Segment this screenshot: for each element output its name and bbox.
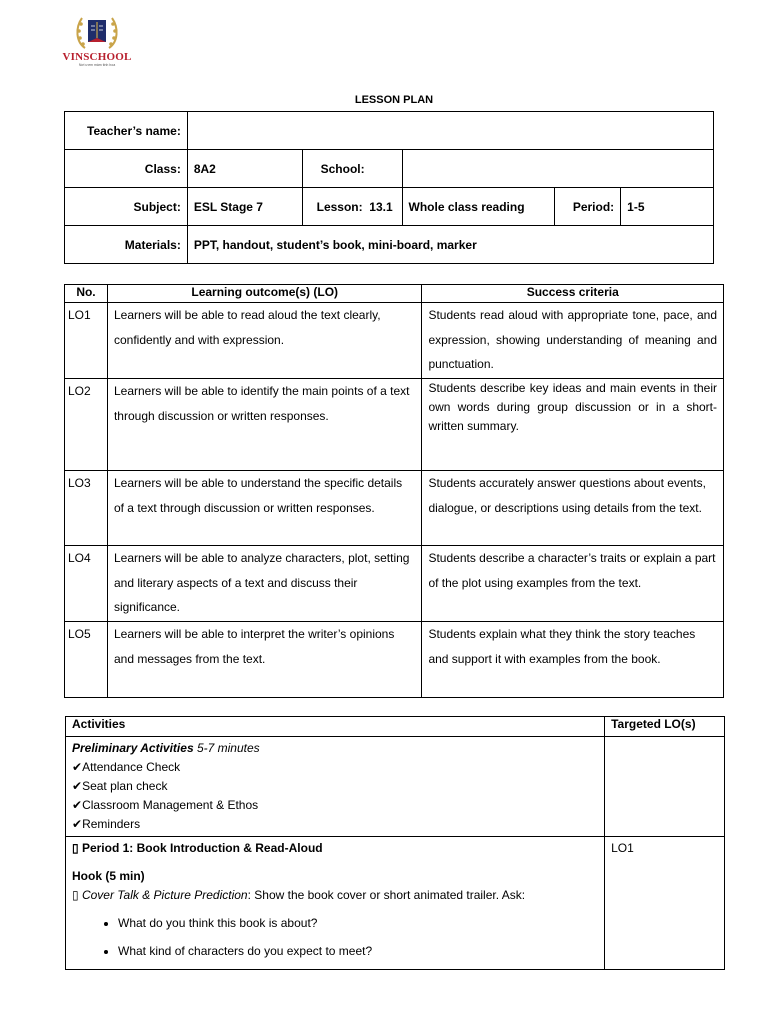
lo-header-criteria: Success criteria	[422, 285, 724, 303]
lo-no: LO4	[65, 546, 108, 622]
lesson-info-table	[64, 111, 714, 264]
period-value: 1-5	[621, 188, 714, 226]
list-item: • What kind of characters do you expect to meet?	[118, 937, 598, 965]
table-row	[65, 546, 724, 622]
activities-table	[65, 716, 725, 970]
subject-label: Subject:	[65, 188, 188, 226]
lo-no: LO2	[65, 379, 108, 471]
list-item: • What do you think this book is about?	[118, 909, 598, 937]
laurel-book-emblem-icon	[72, 12, 122, 52]
teacher-label: Teacher’s name:	[65, 112, 188, 150]
table-row	[65, 303, 724, 379]
preliminary-row	[66, 737, 725, 837]
lo-header-no: No.	[65, 285, 108, 303]
preliminary-lo-cell	[605, 737, 725, 837]
period1-cell	[66, 837, 605, 970]
lesson-value: 13.1	[369, 199, 393, 214]
period1-row	[66, 837, 725, 970]
class-label: Class:	[65, 150, 188, 188]
school-value	[402, 150, 713, 188]
preliminary-cell	[66, 737, 605, 837]
lo-outcome: Learners will be able to identify the main points of a text through discussion or written responses.	[107, 379, 421, 471]
preliminary-time: 5-7 minutes	[193, 741, 260, 755]
check-icon: ✔	[72, 817, 83, 831]
hook-icon: ▯	[72, 888, 79, 902]
class-row	[65, 150, 714, 188]
activities-header: Activities	[66, 717, 605, 737]
vinschool-logo	[60, 12, 134, 70]
lo-criteria: Students accurately answer questions about events, dialogue, or descriptions using details from the text.	[422, 471, 724, 546]
lo-outcome: Learners will be able to analyze characters, plot, setting and literary aspects of a text and discuss their significance.	[107, 546, 421, 622]
list-item: ✔Attendance Check	[72, 760, 181, 774]
page-title: LESSON PLAN	[354, 94, 434, 106]
list-item: ✔Reminders	[72, 817, 141, 831]
materials-label: Materials:	[65, 226, 188, 264]
lo-criteria: Students read aloud with appropriate tone, pace, and expression, showing understanding of meaning and punctuation.	[422, 303, 724, 379]
lo-outcome: Learners will be able to read aloud the text clearly, confidently and with expression.	[107, 303, 421, 379]
list-item: ✔Classroom Management & Ethos	[72, 798, 259, 812]
activities-header-row	[66, 717, 725, 737]
logo-tagline: Nơi ươm mầm tinh hoa	[78, 63, 116, 67]
table-row	[65, 622, 724, 698]
table-row	[65, 471, 724, 546]
lo-criteria: Students describe a character’s traits or explain a part of the plot using examples from the text.	[422, 546, 724, 622]
table-row	[65, 379, 724, 471]
learning-outcomes-table	[64, 284, 724, 698]
hook-activity: Cover Talk & Picture Prediction	[81, 888, 248, 902]
class-value: 8A2	[187, 150, 302, 188]
question-list	[72, 909, 598, 965]
targeted-lo-header: Targeted LO(s)	[605, 717, 725, 737]
school-label: School:	[302, 150, 402, 188]
lo-criteria: Students explain what they think the story teaches and support it with examples from the book.	[422, 622, 724, 698]
check-icon: ✔	[72, 779, 83, 793]
teacher-row	[65, 112, 714, 150]
materials-value: PPT, handout, student’s book, mini-board, marker	[187, 226, 713, 264]
period1-title: ▯ Period 1: Book Introduction & Read-Aloud	[72, 841, 323, 855]
lo-header-outcome: Learning outcome(s) (LO)	[107, 285, 421, 303]
lesson-type: Whole class reading	[402, 188, 555, 226]
logo-brand-text: VINSCHOOL	[62, 51, 132, 63]
period-label: Period:	[555, 188, 621, 226]
check-icon: ✔	[72, 760, 83, 774]
hook-line	[72, 886, 598, 905]
check-icon: ✔	[72, 798, 83, 812]
lesson-label: Lesson:	[316, 199, 363, 214]
subject-row	[65, 188, 714, 226]
lo-header-row	[65, 285, 724, 303]
lo-no: LO1	[65, 303, 108, 379]
lo-no: LO3	[65, 471, 108, 546]
teacher-value	[187, 112, 713, 150]
preliminary-heading	[72, 739, 598, 758]
lo-no: LO5	[65, 622, 108, 698]
lesson-cell	[302, 188, 402, 226]
hook-text: : Show the book cover or short animated trailer. Ask:	[247, 888, 526, 902]
lo-outcome: Learners will be able to interpret the writer’s opinions and messages from the text.	[107, 622, 421, 698]
list-item: ✔Seat plan check	[72, 779, 168, 793]
materials-row	[65, 226, 714, 264]
preliminary-title: Preliminary Activities	[72, 741, 194, 755]
lo-criteria: Students describe key ideas and main events in their own words during group discussion or in a short-written summary.	[422, 379, 724, 471]
subject-value: ESL Stage 7	[187, 188, 302, 226]
period1-lo: LO1	[605, 837, 725, 970]
hook-title: Hook (5 min)	[72, 869, 145, 883]
lo-outcome: Learners will be able to understand the specific details of a text through discussion or written responses.	[107, 471, 421, 546]
